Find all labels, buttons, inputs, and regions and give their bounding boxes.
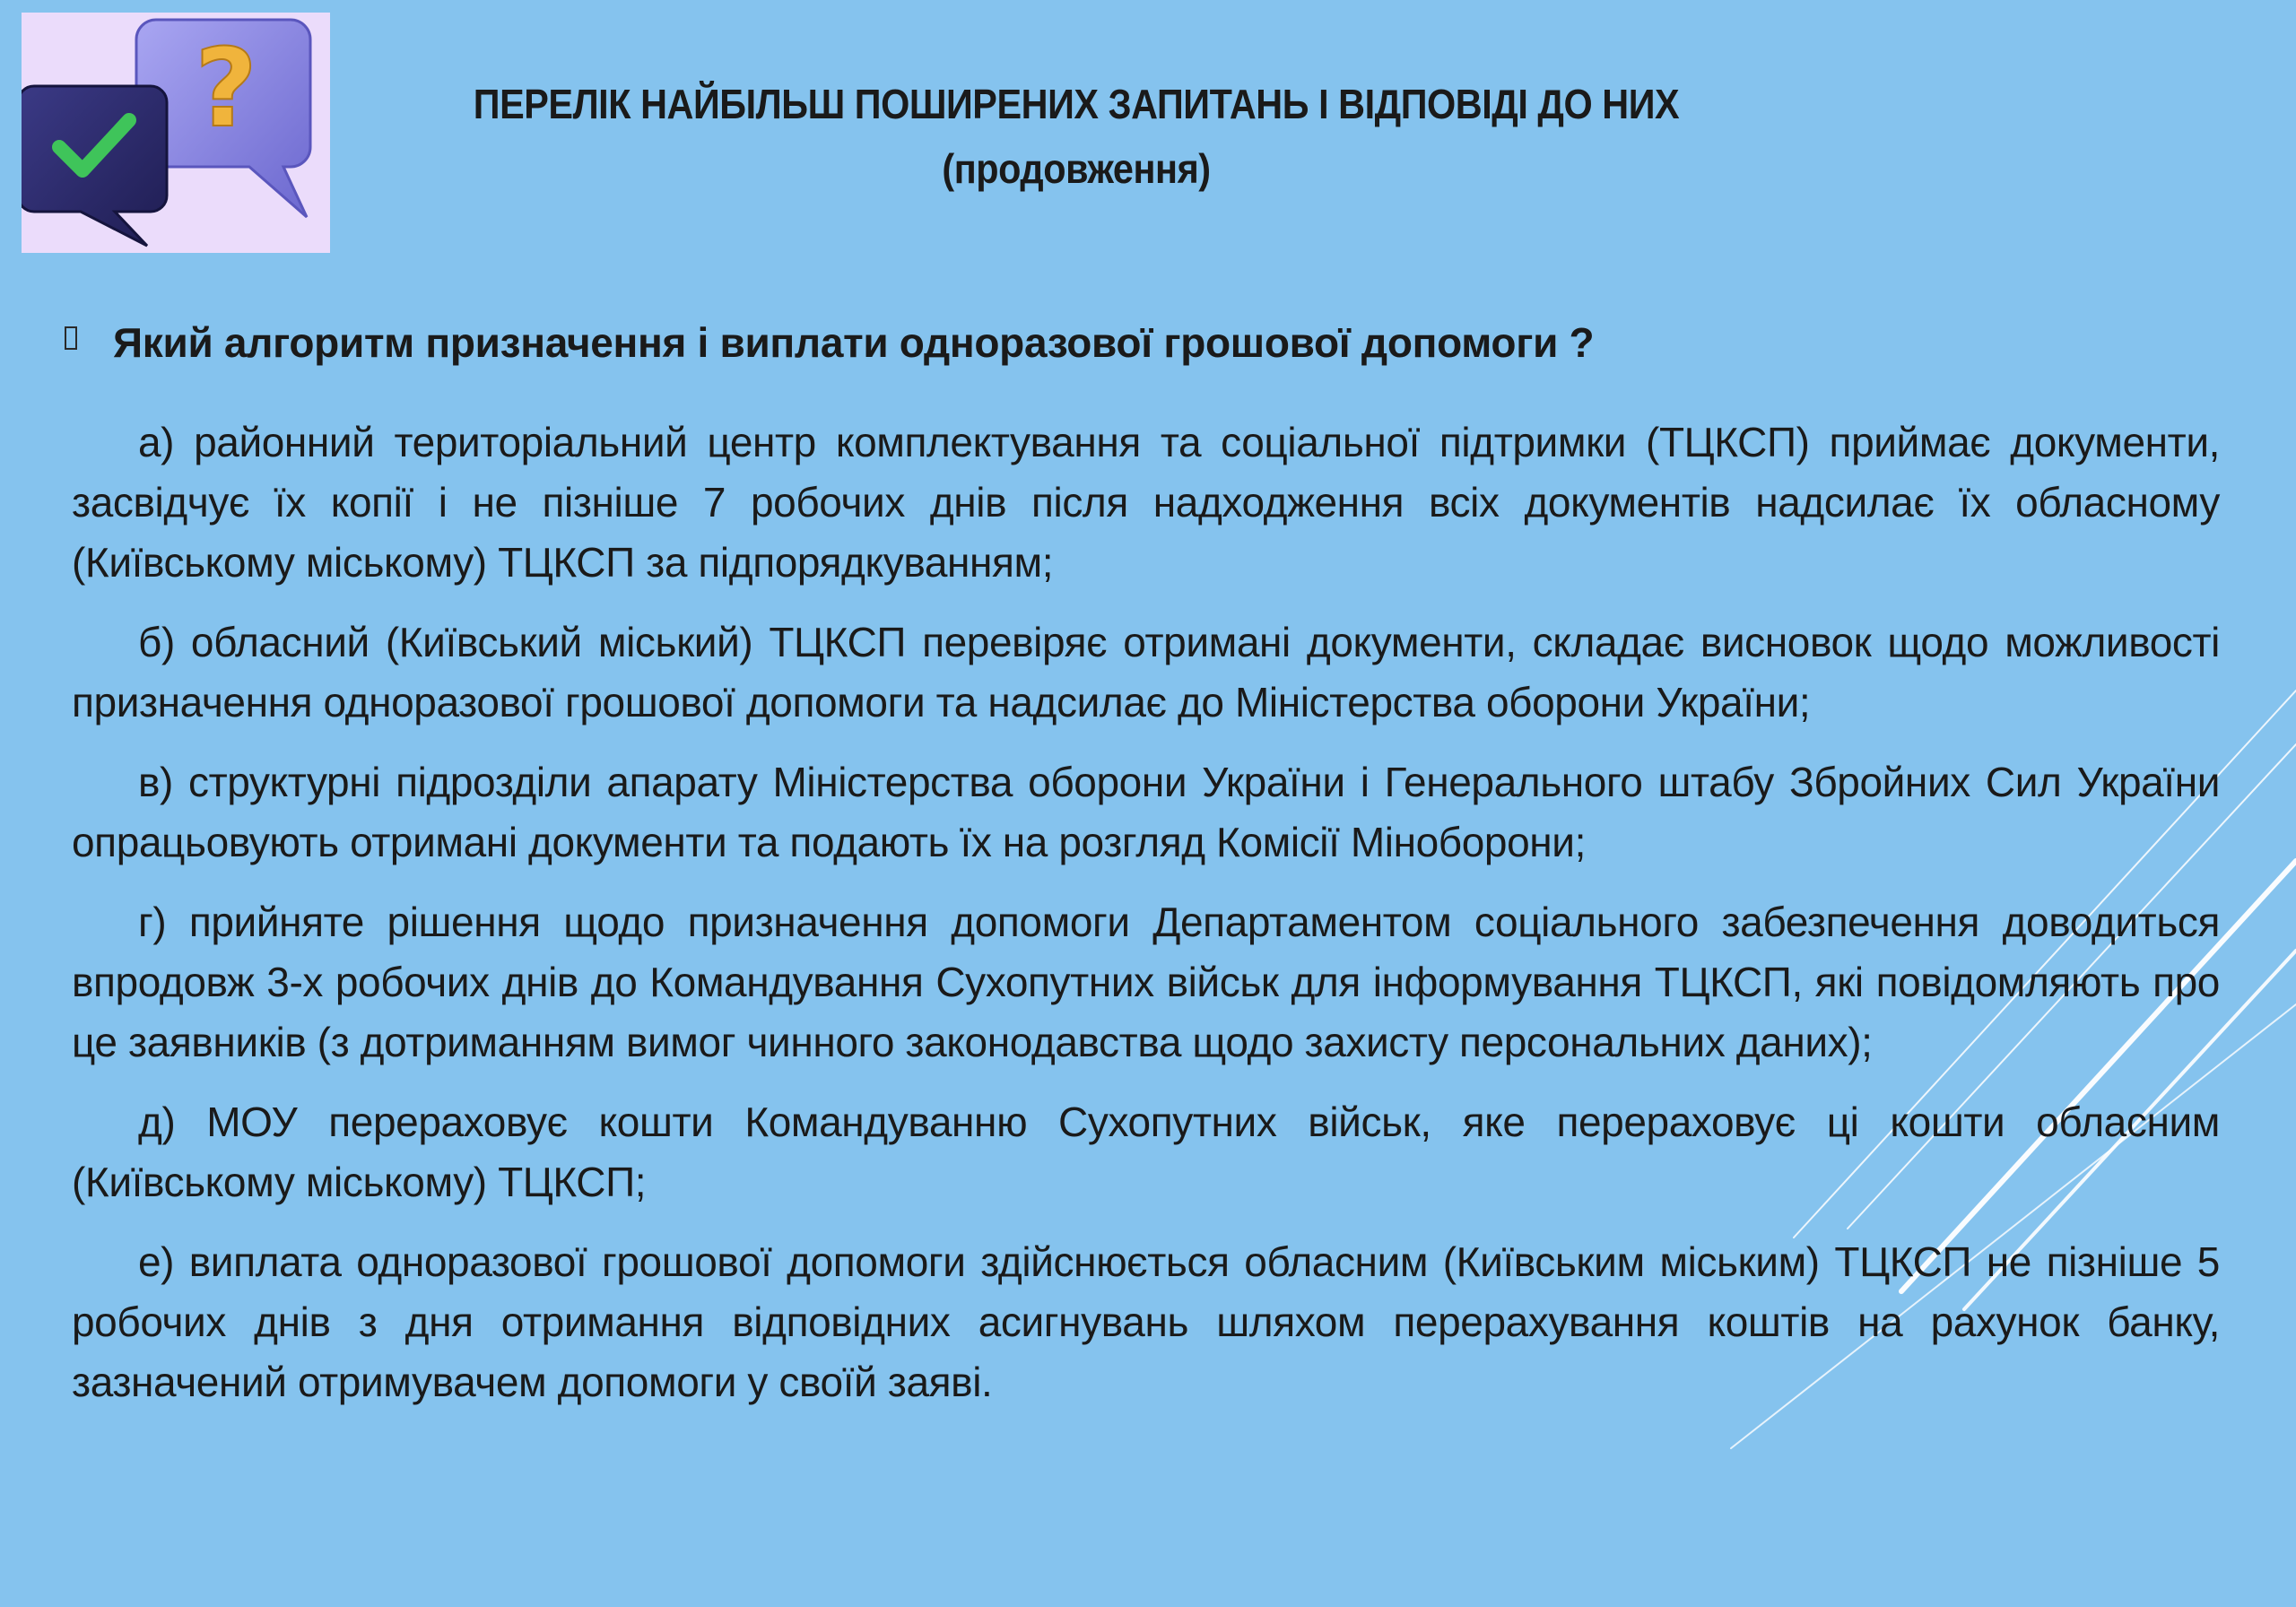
page-title-block [414,72,1738,201]
answer-paragraph-a: а) районний територіальний центр комплектування та соціальної підтримки (ТЦКСП) приймає документи, засвідчує їх копії і не пізніше 7 робочих днів після надходження всіх документів надсилає їх обласному (Київському міському) ТЦКСП за підпорядкуванням; [72,419,2220,586]
svg-text:?: ? [195,27,257,152]
faq-logo [22,13,330,253]
bullet-icon [65,326,77,350]
faq-question [65,316,2217,369]
check-speech-bubble-icon [22,86,167,246]
answer-paragraph-v: в) структурні підрозділи апарату Міністерства оборони України і Генерального штабу Збройних Сил України опрацьовують отримані документи та подають їх на розгляд Комісії Міноборони; [72,759,2220,865]
faq-question-text: Який алгоритм призначення і виплати одноразової грошової допомоги ? [113,319,1595,366]
answer-paragraph-d: д) МОУ перераховує кошти Командуванню Сухопутних військ, яке перераховує ці кошти обласним (Київському міському) ТЦКСП; [72,1099,2220,1205]
page-subtitle: (продовження) [942,145,1211,192]
page-title: ПЕРЕЛІК НАЙБІЛЬШ ПОШИРЕНИХ ЗАПИТАНЬ І ВІДПОВІДІ ДО НИХ [473,81,1680,127]
answer-paragraph-g: г) прийняте рішення щодо призначення допомоги Департаментом соціального забезпечення доводиться впродовж 3-х робочих днів до Командування Сухопутних військ для інформування ТЦКСП, які повідомляють про це заявників (з дотриманням вимог чинного законодавства щодо захисту персональних даних); [72,899,2220,1065]
answer-paragraph-e: е) виплата одноразової грошової допомоги здійснюється обласним (Київським міським) ТЦКСП не пізніше 5 робочих днів з дня отримання відповідних асигнувань шляхом перерахування коштів на рахунок банку, зазначений отримувачем допомоги у своїй заяві. [72,1238,2220,1405]
answer-paragraph-b: б) обласний (Київський міський) ТЦКСП перевіряє отримані документи, складає висновок щодо можливості призначення одноразової грошової допомоги та надсилає до Міністерства оборони України; [72,619,2220,725]
faq-answer [72,413,2220,1432]
